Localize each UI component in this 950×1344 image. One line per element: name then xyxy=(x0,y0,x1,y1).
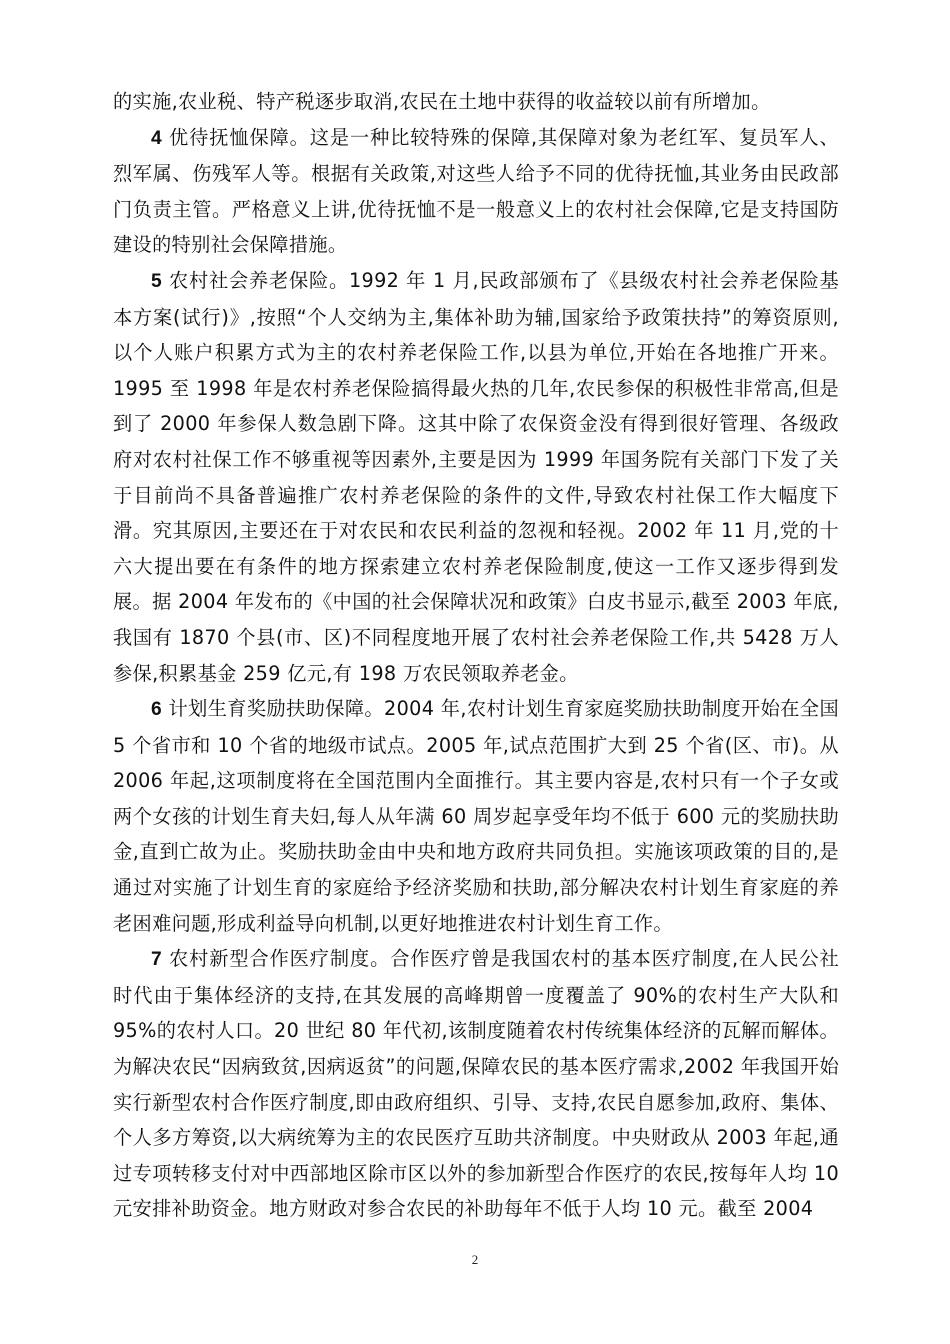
item-number: 6 xyxy=(151,699,163,721)
paragraph-item-5 xyxy=(113,263,839,691)
paragraph-text: 农村新型合作医疗制度。合作医疗曾是我国农村的基本医疗制度,在人民公社时代由于集体经济的支持,在其发展的高峰期曾一度覆盖了 90%的农村生产大队和 95%的农村人口。20 世纪 80 年代初,该制度随着农村传统集体经济的瓦解而解体。为解决农民“因病致贫,因病返贫”的问题,保障农民的基本医疗需求,2002 年我国开始实行新型农村合作医疗制度,即由政府组织、引导、支持,农民自愿参加,政府、集体、个人多方筹资,以大病统筹为主的农民医疗互助共济制度。中央财政从 2003 年起,通过专项转移支付对中西部地区除市区以外的参加新型合作医疗的农民,按每年人均 10 元安排补助资金。地方财政对参合农民的补助每年不低于人均 10 元。截至 2004 xyxy=(113,947,839,1221)
item-number: 4 xyxy=(151,127,163,149)
item-number: 5 xyxy=(151,270,163,292)
document-page xyxy=(113,84,839,1227)
paragraph-text: 农村社会养老保险。1992 年 1 月,民政部颁布了《县级农村社会养老保险基本方案(试行)》,按照“个人交纳为主,集体补助为辅,国家给予政策扶持”的筹资原则,以个人账户积累方式为主的农村养老保险工作,以县为单位,开始在各地推广开来。1995 至 1998 年是农村养老保险搞得最火热的几年,农民参保的积极性非常高,但是到了 2000 年参保人数急剧下降。这其中除了农保资金没有得到很好管理、各级政府对农村社保工作不够重视等因素外,主要是因为 1999 年国务院有关部门下发了关于目前尚不具备普遍推广农村养老保险的条件的文件,导致农村社保工作大幅度下滑。究其原因,主要还在于对农民和农民利益的忽视和轻视。2002 年 11 月,党的十六大提出要在有条件的地方探索建立农村养老保险制度,使这一工作又逐步得到发展。据 2004 年发布的《中国的社会保障状况和政策》白皮书显示,截至 2003 年底,我国有 1870 个县(市、区)不同程度地开展了农村社会养老保险工作,共 5428 万人参保,积累基金 259 亿元,有 198 万农民领取养老金。 xyxy=(113,268,839,685)
paragraph-text: 优待抚恤保障。这是一种比较特殊的保障,其保障对象为老红军、复员军人、烈军属、伤残军人等。根据有关政策,对这些人给予不同的优待抚恤,其业务由民政部门负责主管。严格意义上讲,优待抚恤不是一般意义上的农村社会保障,它是支持国防建设的特别社会保障措施。 xyxy=(113,125,839,257)
page-number: 2 xyxy=(471,1252,479,1267)
item-number: 7 xyxy=(151,949,163,971)
paragraph-item-6 xyxy=(113,691,839,941)
paragraph-item-4 xyxy=(113,120,839,263)
paragraph-item-7 xyxy=(113,941,839,1227)
paragraph-text: 计划生育奖励扶助保障。2004 年,农村计划生育家庭奖励扶助制度开始在全国 5 个省市和 10 个省的地级市试点。2005 年,试点范围扩大到 25 个省(区、市)。从 2006 年起,这项制度将在全国范围内全面推行。其主要内容是,农村只有一个子女或两个女孩的计划生育夫妇,每人从年满 60 周岁起享受年均不低于 600 元的奖励扶助金,直到亡故为止。奖励扶助金由中央和地方政府共同负担。实施该项政策的目的,是通过对实施了计划生育的家庭给予经济奖励和扶助,部分解决农村计划生育家庭的养老困难问题,形成利益导向机制,以更好地推进农村计划生育工作。 xyxy=(113,697,839,935)
paragraph-continuation xyxy=(113,84,839,120)
paragraph-text: 的实施,农业税、特产税逐步取消,农民在土地中获得的收益较以前有所增加。 xyxy=(113,90,771,113)
